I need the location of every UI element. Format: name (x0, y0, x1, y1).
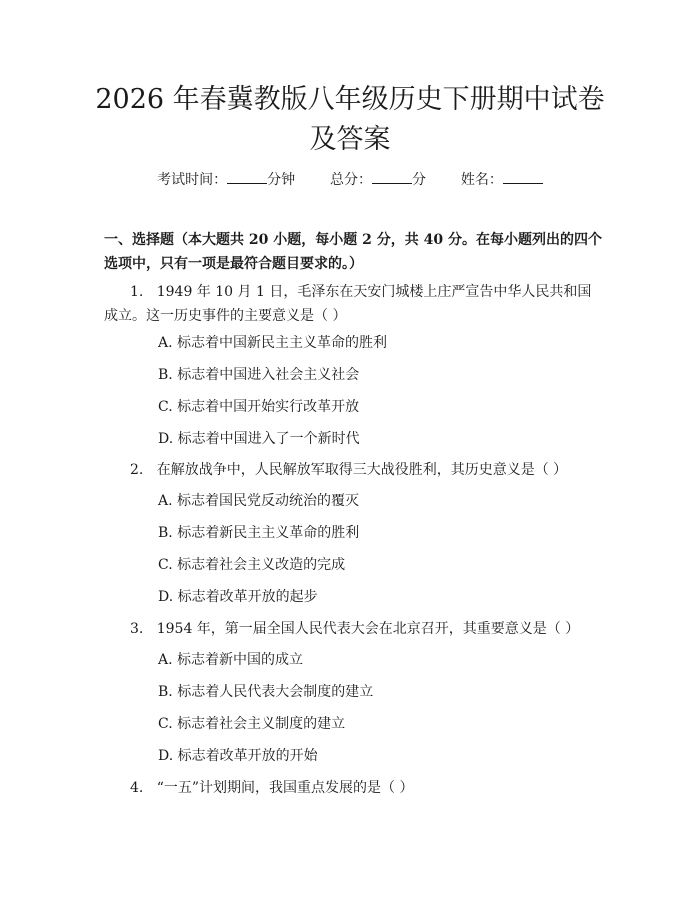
question-2-option-a: A. 标志着国民党反动统治的覆灭 (158, 493, 360, 509)
name-blank (503, 171, 543, 184)
question-text: 在解放战争中，人民解放军取得三大战役胜利，其历史意义是（ ） (156, 462, 568, 478)
question-3-option-a: A. 标志着新中国的成立 (158, 652, 304, 668)
question-1-option-c: C. 标志着中国开始实行改革开放 (158, 399, 360, 415)
question-1-option-b: B. 标志着中国进入社会主义社会 (158, 367, 360, 383)
question-2-option-d: D. 标志着改革开放的起步 (158, 589, 318, 605)
question-text: 1949 年 10 月 1 日，毛泽东在天安门城楼上庄严宣告中华人民共和国成立。这一历史事件的主要意义是（ ） (104, 284, 592, 324)
question-1-option-d: D. 标志着中国进入了一个新时代 (158, 431, 360, 447)
score-label: 总分： (330, 172, 372, 188)
name-label: 姓名： (460, 172, 503, 188)
exam-info-line (0, 169, 700, 189)
question-4 (104, 776, 604, 800)
time-blank (227, 171, 267, 184)
question-3-option-c: C. 标志着社会主义制度的建立 (158, 716, 346, 732)
question-text: “一五”计划期间，我国重点发展的是（ ） (156, 780, 414, 796)
question-3 (104, 617, 604, 641)
question-text: 1954 年，第一届全国人民代表大会在北京召开，其重要意义是（ ） (156, 621, 580, 637)
exam-title: 2026 年春冀教版八年级历史下册期中试卷及答案 (95, 84, 605, 155)
question-number: 4. (130, 780, 144, 796)
question-3-option-b: B. 标志着人民代表大会制度的建立 (158, 684, 374, 700)
question-2 (104, 458, 604, 482)
time-label: 考试时间： (157, 172, 228, 188)
score-blank (372, 171, 412, 184)
question-number: 1. (130, 284, 144, 300)
question-1 (104, 280, 604, 328)
question-2-option-b: B. 标志着新民主主义革命的胜利 (158, 525, 360, 541)
question-3-option-d: D. 标志着改革开放的开始 (158, 748, 318, 764)
section-heading: 一、选择题（本大题共 20 小题，每小题 2 分，共 40 分。在每小题列出的四个选项中，只有一项是最符合题目要求的。） (104, 232, 602, 272)
question-2-option-c: C. 标志着社会主义改造的完成 (158, 557, 346, 573)
question-1-option-a: A. 标志着中国新民主主义革命的胜利 (158, 335, 388, 351)
question-number: 3. (130, 621, 144, 637)
time-unit: 分钟 (267, 172, 296, 188)
question-number: 2. (130, 462, 144, 478)
score-unit: 分 (412, 172, 426, 188)
